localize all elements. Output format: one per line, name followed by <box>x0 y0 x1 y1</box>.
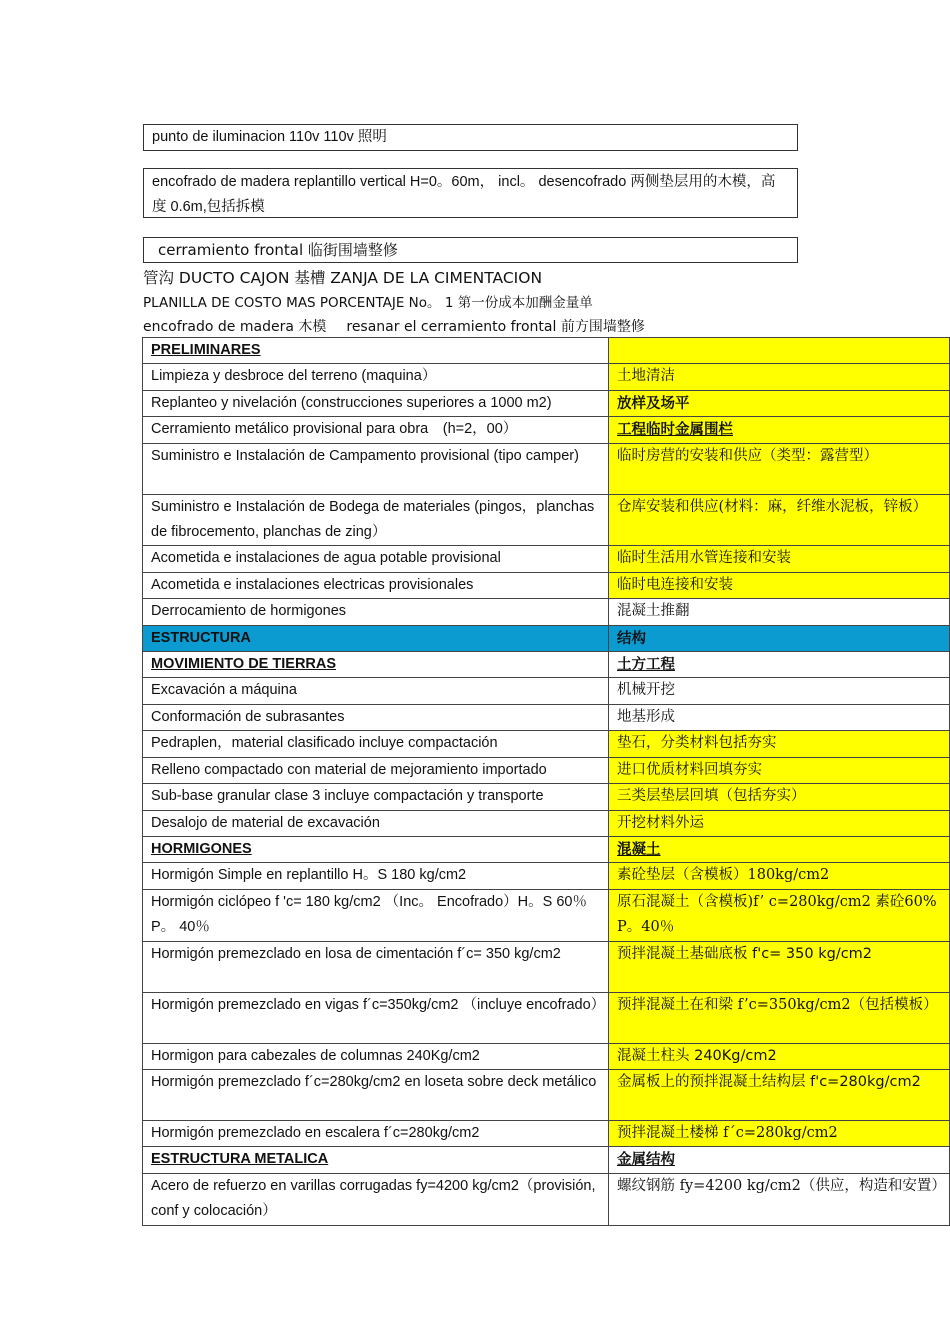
chinese-description: 混凝土 <box>609 836 950 862</box>
table-row <box>143 757 950 783</box>
spanish-description: Acometida e instalaciones de agua potable provisional <box>143 546 609 572</box>
table-row <box>143 992 950 1043</box>
spanish-description: Excavación a máquina <box>143 678 609 704</box>
spanish-description: Hormigón premezclado en escalera f´c=280kg/cm2 <box>143 1120 609 1146</box>
spanish-description: Cerramiento metálico provisional para obra (h=2，00） <box>143 417 609 443</box>
chinese-description: 原石混凝土（含模板)f’ c=280kg/cm2 素砼60% P。40％ <box>609 889 950 941</box>
note-box-front-fence <box>143 237 798 263</box>
cost-table <box>142 337 950 1226</box>
chinese-description: 地基形成 <box>609 704 950 730</box>
chinese-description: 机械开挖 <box>609 678 950 704</box>
spanish-description: Hormigón premezclado en losa de cimentación f´c= 350 kg/cm2 <box>143 941 609 992</box>
chinese-description: 进口优质材料回填夯实 <box>609 757 950 783</box>
table-row <box>143 678 950 704</box>
table-row <box>143 390 950 416</box>
spanish-description: Conformación de subrasantes <box>143 704 609 730</box>
chinese-description: 土方工程 <box>609 652 950 678</box>
chinese-description: 预拌混凝土基础底板 f'c= 350 kg/cm2 <box>609 941 950 992</box>
spanish-description: Derrocamiento de hormigones <box>143 599 609 625</box>
section-header-row <box>143 338 950 364</box>
table-row <box>143 731 950 757</box>
spanish-description: Desalojo de material de excavación <box>143 810 609 836</box>
note-text: cerramiento frontal 临街围墙整修 <box>158 241 398 259</box>
table-row <box>143 889 950 941</box>
spanish-description: Limpieza y desbroce del terreno (maquina） <box>143 364 609 390</box>
spanish-description: Hormigón premezclado f´c=280kg/cm2 en loseta sobre deck metálico <box>143 1069 609 1120</box>
table-row <box>143 599 950 625</box>
chinese-description: 土地清洁 <box>609 364 950 390</box>
chinese-description: 预拌混凝土楼梯 f´c=280kg/cm2 <box>609 1120 950 1146</box>
chinese-description: 金属结构 <box>609 1147 950 1173</box>
chinese-description: 仓库安装和供应(材料：麻，纤维水泥板，锌板） <box>609 494 950 546</box>
table-row <box>143 364 950 390</box>
chinese-description: 垫石，分类材料包括夯实 <box>609 731 950 757</box>
chinese-description: 螺纹钢筋 fy=4200 kg/cm2（供应，构造和安置） <box>609 1173 950 1225</box>
spanish-description: ESTRUCTURA METALICA <box>143 1147 609 1173</box>
note-line-trench: 管沟 DUCTO CAJON 基槽 ZANJA DE LA CIMENTACION <box>143 269 543 287</box>
table-row <box>143 810 950 836</box>
chinese-description: 预拌混凝土在和梁 f’c=350kg/cm2（包括模板） <box>609 992 950 1043</box>
spanish-description: Pedraplen，material clasificado incluye compactación <box>143 731 609 757</box>
table-row <box>143 546 950 572</box>
spanish-description: Suministro e Instalación de Bodega de materiales (pingos，planchas de fibrocemento, planchas de zing） <box>143 494 609 546</box>
note-box-lighting <box>143 124 798 151</box>
chinese-description: 临时生活用水管连接和安装 <box>609 546 950 572</box>
section-header-row <box>143 1147 950 1173</box>
chinese-description: 三类层垫层回填（包括夯实） <box>609 784 950 810</box>
chinese-description <box>609 338 950 364</box>
spanish-description: Sub-base granular clase 3 incluye compactación y transporte <box>143 784 609 810</box>
section-header-row <box>143 652 950 678</box>
spanish-description: Hormigón ciclópeo f 'c= 180 kg/cm2 （Inc。 Encofrado）H。S 60％ P。 40％ <box>143 889 609 941</box>
spanish-description: HORMIGONES <box>143 836 609 862</box>
chinese-description: 放样及场平 <box>609 390 950 416</box>
table-row <box>143 941 950 992</box>
table-row <box>143 784 950 810</box>
table-row <box>143 572 950 598</box>
note-part: resanar el cerramiento frontal 前方围墙整修 <box>346 319 645 335</box>
table-row <box>143 1069 950 1120</box>
table-row <box>143 704 950 730</box>
chinese-description: 工程临时金属围栏 <box>609 417 950 443</box>
note-part: encofrado de madera 木模 <box>143 319 327 335</box>
spanish-description: Replanteo y nivelación (construcciones superiores a 1000 m2) <box>143 390 609 416</box>
note-box-formwork <box>143 168 798 218</box>
table-row <box>143 417 950 443</box>
table-row <box>143 443 950 494</box>
table-row <box>143 1173 950 1225</box>
spanish-description: MOVIMIENTO DE TIERRAS <box>143 652 609 678</box>
note-text: punto de iluminacion 110v 110v 照明 <box>152 129 387 145</box>
spanish-description: Hormigón Simple en replantillo H。S 180 kg/cm2 <box>143 863 609 889</box>
table-row <box>143 863 950 889</box>
spanish-description: Hormigon para cabezales de columnas 240Kg/cm2 <box>143 1043 609 1069</box>
table-row <box>143 1120 950 1146</box>
table-row <box>143 1043 950 1069</box>
chinese-description: 素砼垫层（含模板）180kg/cm2 <box>609 863 950 889</box>
chinese-description: 临时电连接和安装 <box>609 572 950 598</box>
spanish-description: PRELIMINARES <box>143 338 609 364</box>
chinese-description: 临时房营的安装和供应（类型：露营型） <box>609 443 950 494</box>
spanish-description: Suministro e Instalación de Campamento provisional (tipo camper) <box>143 443 609 494</box>
chinese-description: 混凝土推翻 <box>609 599 950 625</box>
chinese-description: 金属板上的预拌混凝土结构层 f'c=280kg/cm2 <box>609 1069 950 1120</box>
table-row <box>143 494 950 546</box>
cost-sheet-title: PLANILLA DE COSTO MAS PORCENTAJE No。 1 第一份成本加酬金量单 <box>143 295 593 311</box>
spanish-description: ESTRUCTURA <box>143 625 609 651</box>
note-text: encofrado de madera replantillo vertical H=0。60m， incl。 desencofrado 两侧垫层用的木模，高度 0.6m,包括拆模 <box>152 174 776 215</box>
spanish-description: Relleno compactado con material de mejoramiento importado <box>143 757 609 783</box>
spanish-description: Acero de refuerzo en varillas corrugadas fy=4200 kg/cm2（provisión, conf y colocación） <box>143 1173 609 1225</box>
chinese-description: 开挖材料外运 <box>609 810 950 836</box>
note-line-formwork <box>143 316 645 336</box>
chinese-description: 混凝土柱头 240Kg/cm2 <box>609 1043 950 1069</box>
spanish-description: Hormigón premezclado en vigas f´c=350kg/cm2 （incluye encofrado） <box>143 992 609 1043</box>
section-header-row <box>143 836 950 862</box>
section-row <box>143 625 950 651</box>
chinese-description: 结构 <box>609 625 950 651</box>
spanish-description: Acometida e instalaciones electricas provisionales <box>143 572 609 598</box>
